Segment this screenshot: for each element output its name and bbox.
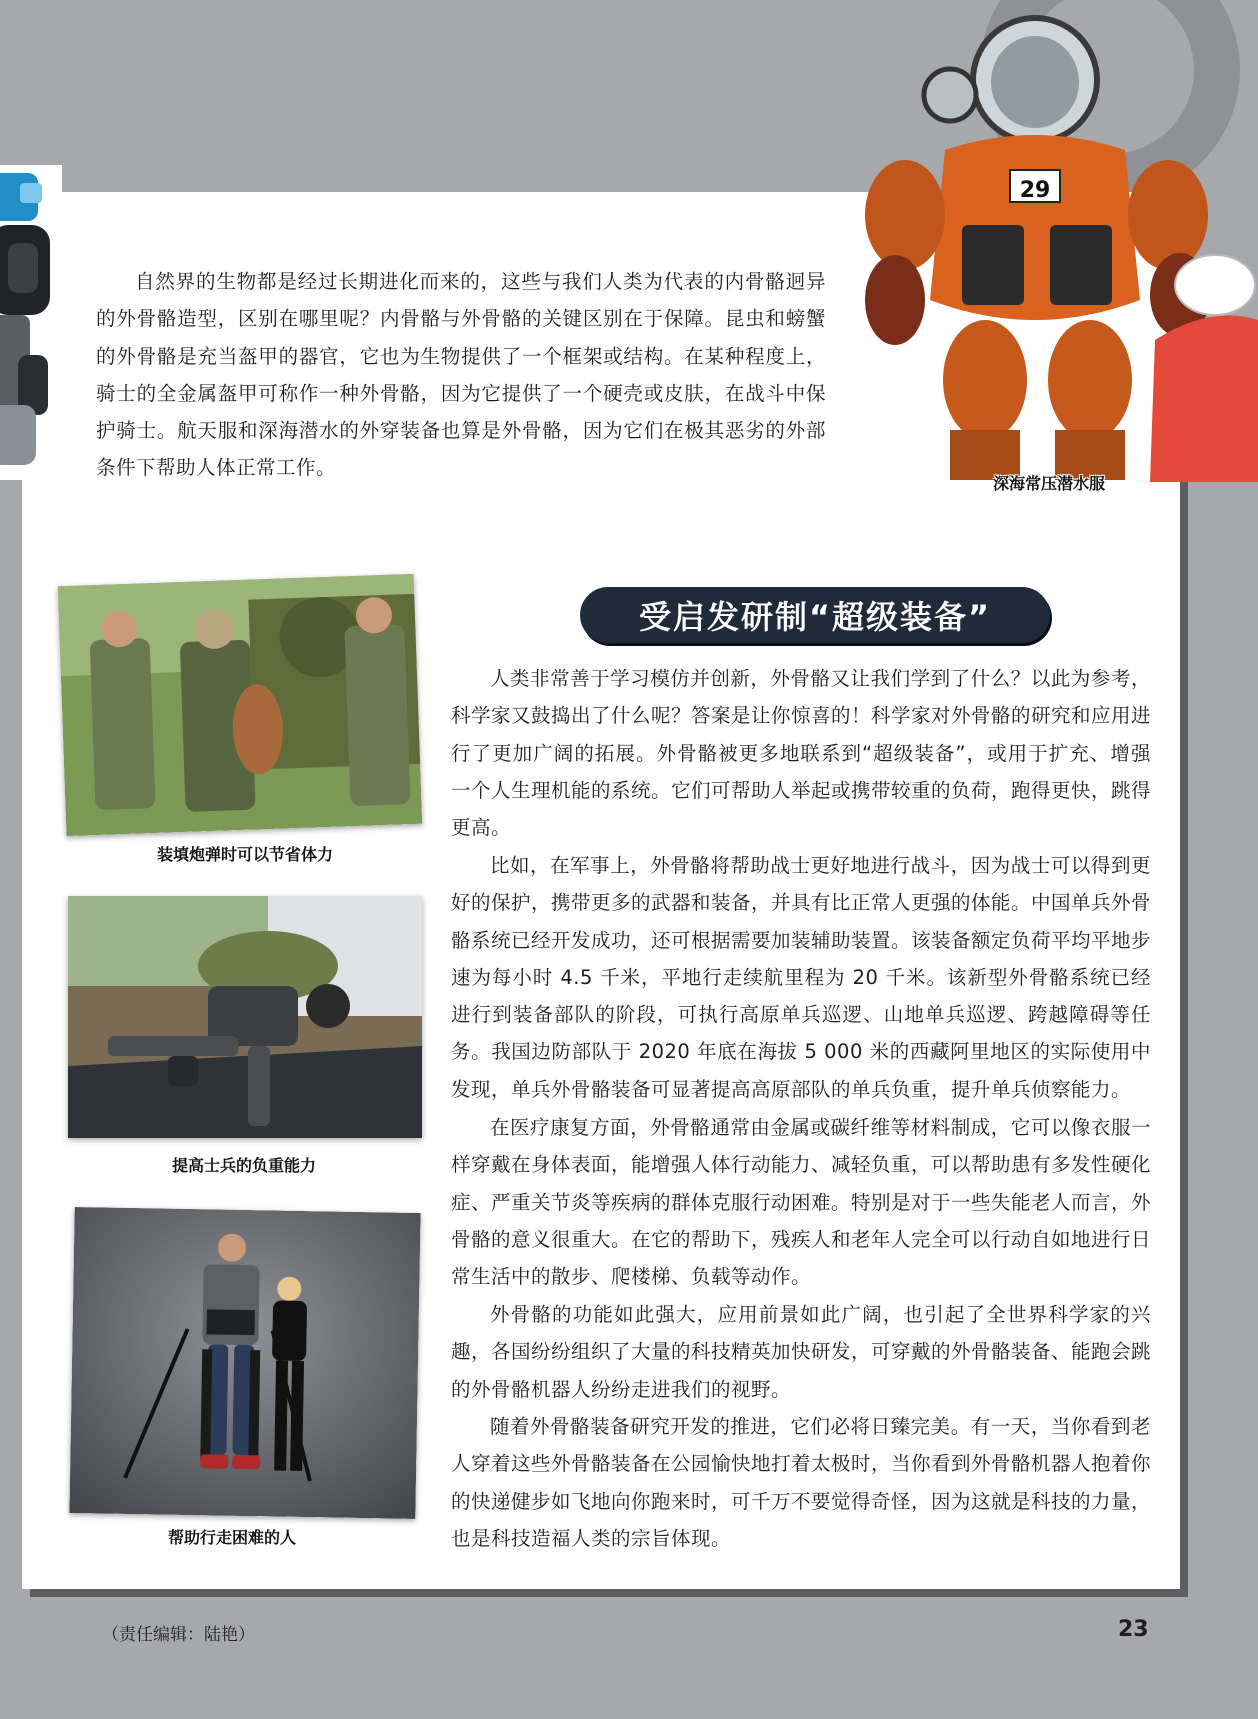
caption-shell-loading: 装填炮弹时可以节省体力 <box>157 845 334 864</box>
body-paragraph-5: 随着外骨骼装备研究开发的推进，它们必将日臻完美。有一天，当你看到老人穿着这些外骨骼装备在公园愉快地打着太极时，当你看到外骨骼机器人抱着你的快递健步如飞地向你跑来时，可千万不要觉得奇怪，因为这就是科技的力量，也是科技造福人类的宗旨体现。 <box>451 1415 1152 1550</box>
section-title: 受启发研制“超级装备” <box>580 587 1050 643</box>
exoskeleton-robot-fragment <box>0 165 62 480</box>
caption-diving-suit: 深海常压潜水服 <box>993 474 1106 493</box>
body-paragraph-2: 比如，在军事上，外骨骼将帮助战士更好地进行战斗，因为战士可以得到更好的保护，携带更多的武器和装备，并具有比正常人更强的体能。中国单兵外骨骼系统已经开发成功，还可根据需要加装辅助装置。该装备额定负荷平均平地步速为每小时 4.5 千米，平地行走续航里程为 20 千米。该新型外骨骼系统已经进行到装备部队的阶段，可执行高原单兵巡逻、山地单兵巡逻、跨越障碍等任务。我国边防部队于 2020 年底在海拔 5 000 米的西藏阿里地区的实际使用中发现，单兵外骨骼装备可显著提高高原部队的单兵负重，提升单兵侦察能力。 <box>451 854 1152 1101</box>
caption-walking-aid: 帮助行走困难的人 <box>168 1528 297 1547</box>
intro-paragraph: 自然界的生物都是经过长期进化而来的，这些与我们人类为代表的内骨骼迥异的外骨骼造型，区别在哪里呢？内骨骼与外骨骼的关键区别在于保障。昆虫和螃蟹的外骨骼是充当盔甲的器官，它也为生物提供了一个框架或结构。在某种程度上，骑士的全金属盔甲可称作一种外骨骼，因为它提供了一个硬壳或皮肤，在战斗中保护骑士。航天服和深海潜水的外穿装备也算是外骨骼，因为它们在极其恶劣的外部条件下帮助人体正常工作。 <box>96 270 826 480</box>
editor-credit: （责任编辑：陆艳） <box>102 1625 255 1645</box>
soldier-load-exoskeleton-photo <box>68 896 422 1138</box>
diving-suit-photo <box>850 0 1258 482</box>
walking-aid-exoskeleton-photo <box>69 1207 420 1519</box>
body-paragraph-3: 在医疗康复方面，外骨骼通常由金属或碳纤维等材料制成，它可以像衣服一样穿戴在身体表面，能增强人体行动能力、减轻负重，可以帮助患有多发性硬化症、严重关节炎等疾病的群体克服行动困难。特别是对于一些失能老人而言，外骨骼的意义很重大。在它的帮助下，残疾人和老年人完全可以行动自如地进行日常生活中的散步、爬楼梯、负载等动作。 <box>451 1116 1152 1289</box>
caption-soldier-load: 提高士兵的负重能力 <box>172 1156 317 1175</box>
body-paragraph-4: 外骨骼的功能如此强大，应用前景如此广阔，也引起了全世界科学家的兴趣，各国纷纷组织了大量的科技精英加快研发，可穿戴的外骨骼装备、能跑会跳的外骨骼机器人纷纷走进我们的视野。 <box>451 1303 1152 1401</box>
page-number: 23 <box>1118 1617 1149 1642</box>
body-paragraph-1: 人类非常善于学习模仿并创新，外骨骼又让我们学到了什么？以此为参考，科学家又鼓捣出了什么呢？答案是让你惊喜的！科学家对外骨骼的研究和应用进行了更加广阔的拓展。外骨骼被更多地联系到“超级装备”，或用于扩充、增强一个人生理机能的系统。它们可帮助人举起或携带较重的负荷，跑得更快，跳得更高。 <box>451 667 1152 840</box>
soldiers-loading-shell-photo <box>58 574 423 836</box>
suit-number: 29 <box>1019 178 1051 203</box>
